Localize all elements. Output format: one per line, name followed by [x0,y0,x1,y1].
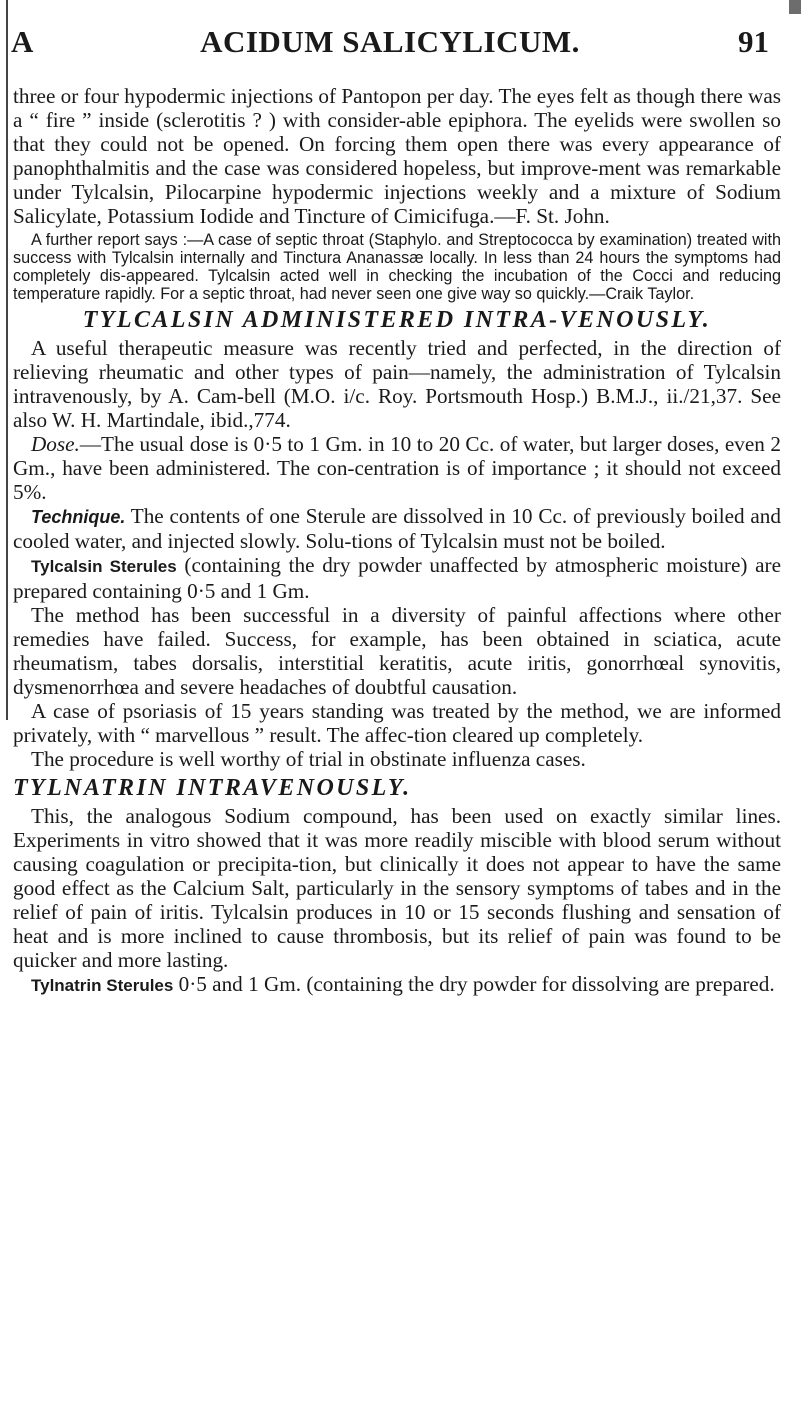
tylnatrin-sterules-text: 0·5 and 1 Gm. (containing the dry powder for dissolving are prepared. [173,972,775,996]
paragraph-tylnatrin-sterules [13,972,781,998]
paragraph-influenza: The procedure is well worthy of trial in obstinate influenza cases. [31,747,586,771]
paragraph-psoriasis-case: A case of psoriasis of 15 years standing was treated by the method, we are informed privately, with “ marvellous ” result. The affec-tion cleared up completely. [13,699,781,747]
paragraph-further-report: A further report says :—A case of septic throat (Staphylo. and Streptococca by examination) treated with success with Tylcalsin internally and Tinctura Ananassæ locally. In less than 24 hours the symptoms had completely dis-appeared. Tylcalsin acted well in checking the incubation of the Cocci and reducing temperature rapidly. For a septic throat, had never seen one give way so quickly.—Craik Taylor. [13,231,781,303]
paragraph-method-success: The method has been successful in a diversity of painful affections where other remedies have failed. Success, for example, has been obtained in sciatica, acute rheumatism, tabes dorsalis, interstitial keratitis, acute iritis, gonorrhœal synovitis, dysmenorrhœa and severe headaches of doubtful causation. [13,603,781,699]
page-number: 91 [738,24,769,59]
page-header [11,24,769,68]
paragraph-dose [13,432,781,504]
binding-edge [6,0,8,720]
technique-label: Technique. [31,507,126,527]
page-corner-mark [789,0,801,14]
dose-label: Dose. [31,432,80,456]
heading-tylcalsin-intravenously: TYLCALSIN ADMINISTERED INTRA-VENOUSLY. [82,307,712,333]
section-letter: A [11,24,34,59]
tylcalsin-sterules-label: Tylcalsin Sterules [31,557,177,576]
tylnatrin-sterules-label: Tylnatrin Sterules [31,976,174,995]
technique-text: The contents of one Sterule are dissolved in 10 Cc. of previously boiled and cooled water, and injected slowly. Solu-tions of Tylcalsin must not be boiled. [13,504,781,553]
paragraph-therapeutic-measure: A useful therapeutic measure was recently tried and perfected, in the direction of relieving rheumatic and other types of pain—namely, the administration of Tylcalsin intravenously, by A. Cam-bell (M.O. i/c. Roy. Portsmouth Hosp.) B.M.J., ii./21,37. See also W. H. Martindale, ibid.,774. [13,336,781,432]
page-body [13,84,781,998]
paragraph-tylcalsin-sterules [13,553,781,603]
heading-tylnatrin-intravenously: TYLNATRIN INTRAVENOUSLY. [13,775,412,801]
dose-text: —The usual dose is 0·5 to 1 Gm. in 10 to 20 Cc. of water, but larger doses, even 2 Gm., have been administered. The con-centration is of importance ; it should not exceed 5%. [13,432,781,504]
paragraph-case-continuation: three or four hypodermic injections of Pantopon per day. The eyes felt as though there was a “ fire ” inside (sclerotitis ? ) with consider-able epiphora. The eyelids were swollen so that they could not be opened. On forcing them open there was every appearance of panophthalmitis and the case was considered hopeless, but improve-ment was remarkable under Tylcalsin, Pilocarpine hypodermic injections weekly and a mixture of Sodium Salicylate, Potassium Iodide and Tincture of Cimicifuga.—F. St. John. [13,84,781,228]
paragraph-sodium-compound: This, the analogous Sodium compound, has been used on exactly similar lines. Experiments in vitro showed that it was more readily miscible with blood serum without causing coagulation or precipita-tion, but clinically it does not appear to have the same good effect as the Calcium Salt, particularly in the sensory symptoms of tabes and in the relief of pain of iritis. Tylcalsin produces in 10 or 15 seconds flushing and sensation of heat and is more inclined to cause thrombosis, but its relief of pain was found to be quicker and more lasting. [13,804,781,972]
tylcalsin-sterules-text: (containing the dry powder unaffected by atmospheric moisture) are prepared containing 0·5 and 1 Gm. [13,553,781,603]
running-title: ACIDUM SALICYLICUM. [200,24,580,59]
paragraph-technique [13,504,781,553]
